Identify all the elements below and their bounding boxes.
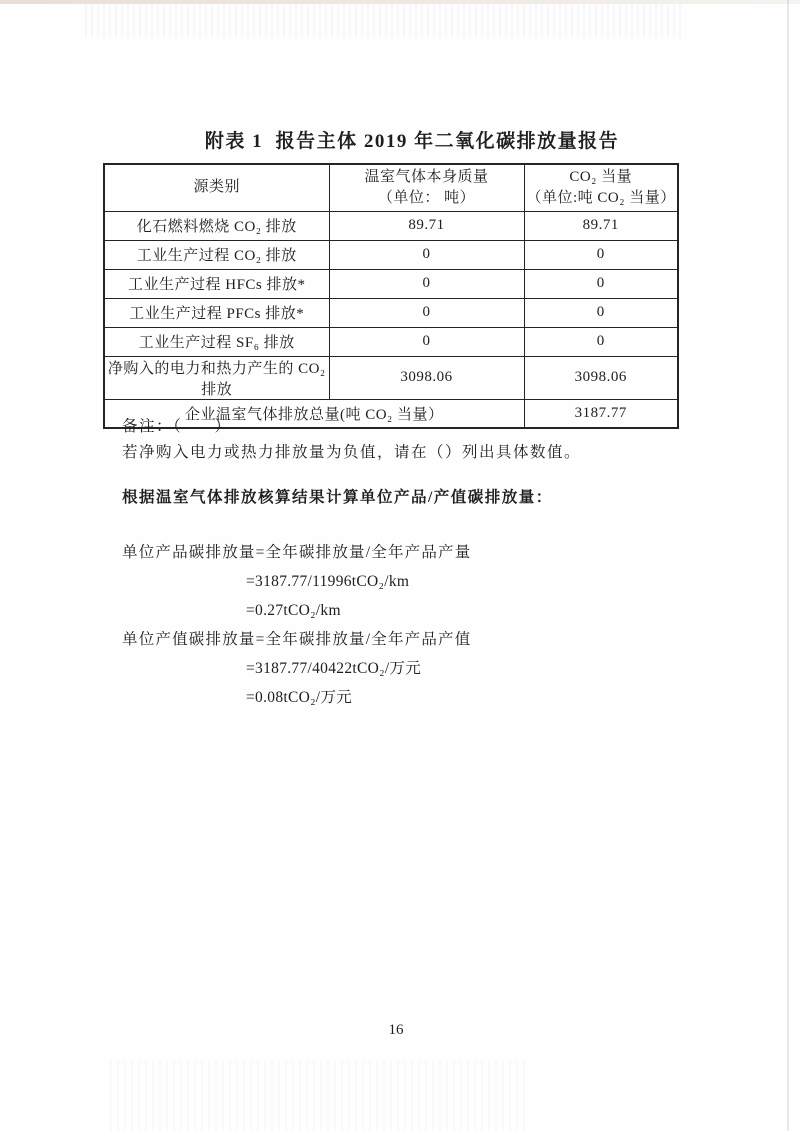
total-row-value: 3187.77: [524, 399, 678, 428]
row-source-label: 化石燃料燃烧 CO₂ 排放: [104, 211, 329, 240]
col-header-source: [104, 164, 329, 211]
table-row: [104, 240, 678, 269]
calc-line-value-substitution: =3187.77/40422tCO₂/万元: [246, 660, 422, 677]
table-row: [104, 356, 678, 399]
col-header-mass-line1: 温室气体本身质量: [364, 168, 489, 185]
total-row-label: 企业温室气体排放总量(吨 CO₂ 当量）: [104, 399, 524, 428]
calc-line-product-result: =0.27tCO₂/km: [246, 602, 341, 619]
calc-line-value-formula: 单位产值碳排放量=全年碳排放量/全年产品产值: [122, 631, 472, 648]
row-co2e-value: 0: [524, 240, 678, 269]
page-title: 附表 1 报告主体 2019 年二氧化碳排放量报告: [204, 131, 620, 152]
row-co2e-value: 0: [524, 327, 678, 356]
row-mass-value: 89.71: [329, 211, 524, 240]
calc-line-product-formula: 单位产品碳排放量=全年碳排放量/全年产品产量: [122, 544, 472, 561]
col-header-co2e: [524, 164, 678, 211]
row-mass-value: 0: [329, 298, 524, 327]
calc-line-product-substitution: =3187.77/11996tCO₂/km: [246, 573, 410, 590]
notes-block: [122, 414, 581, 466]
row-source-label: 工业生产过程 CO₂ 排放: [104, 240, 329, 269]
table-row: [104, 298, 678, 327]
row-mass-value: 0: [329, 269, 524, 298]
table-row: [104, 269, 678, 298]
row-mass-value: 0: [329, 240, 524, 269]
table-header-row: [104, 164, 678, 211]
negative-value-note: 若净购入电力或热力排放量为负值，请在（）列出具体数值。: [122, 444, 582, 461]
emissions-table: [103, 163, 679, 429]
col-header-mass-line2: （单位： 吨）: [377, 189, 476, 206]
table-row: [104, 211, 678, 240]
remark-line: 备注：（ ）: [122, 418, 232, 435]
col-header-source-label: 源类别: [193, 179, 240, 196]
page-number: 16: [388, 1022, 404, 1038]
col-header-co2e-line1: CO₂ 当量: [569, 168, 633, 185]
row-source-label: 净购入的电力和热力产生的 CO₂ 排放: [104, 356, 329, 399]
row-co2e-value: 89.71: [524, 211, 678, 240]
row-source-label: 工业生产过程 SF₆ 排放: [104, 327, 329, 356]
calc-block: [122, 538, 471, 712]
scan-artifact-noise-bottom: [110, 1061, 530, 1131]
calc-section-heading: 根据温室气体排放核算结果计算单位产品/产值碳排放量：: [122, 489, 553, 506]
row-co2e-value: 0: [524, 298, 678, 327]
row-source-label: 工业生产过程 PFCs 排放*: [104, 298, 329, 327]
col-header-co2e-line2: （单位:吨 CO₂ 当量）: [526, 189, 676, 206]
row-source-label: 工业生产过程 HFCs 排放*: [104, 269, 329, 298]
scan-artifact-vertical-line: [787, 0, 789, 1131]
col-header-mass: [329, 164, 524, 211]
row-co2e-value: 3098.06: [524, 356, 678, 399]
row-mass-value: 3098.06: [329, 356, 524, 399]
calc-line-value-result: =0.08tCO₂/万元: [246, 689, 353, 706]
row-co2e-value: 0: [524, 269, 678, 298]
row-mass-value: 0: [329, 327, 524, 356]
scan-artifact-noise-top: [85, 4, 685, 38]
table-row: [104, 327, 678, 356]
